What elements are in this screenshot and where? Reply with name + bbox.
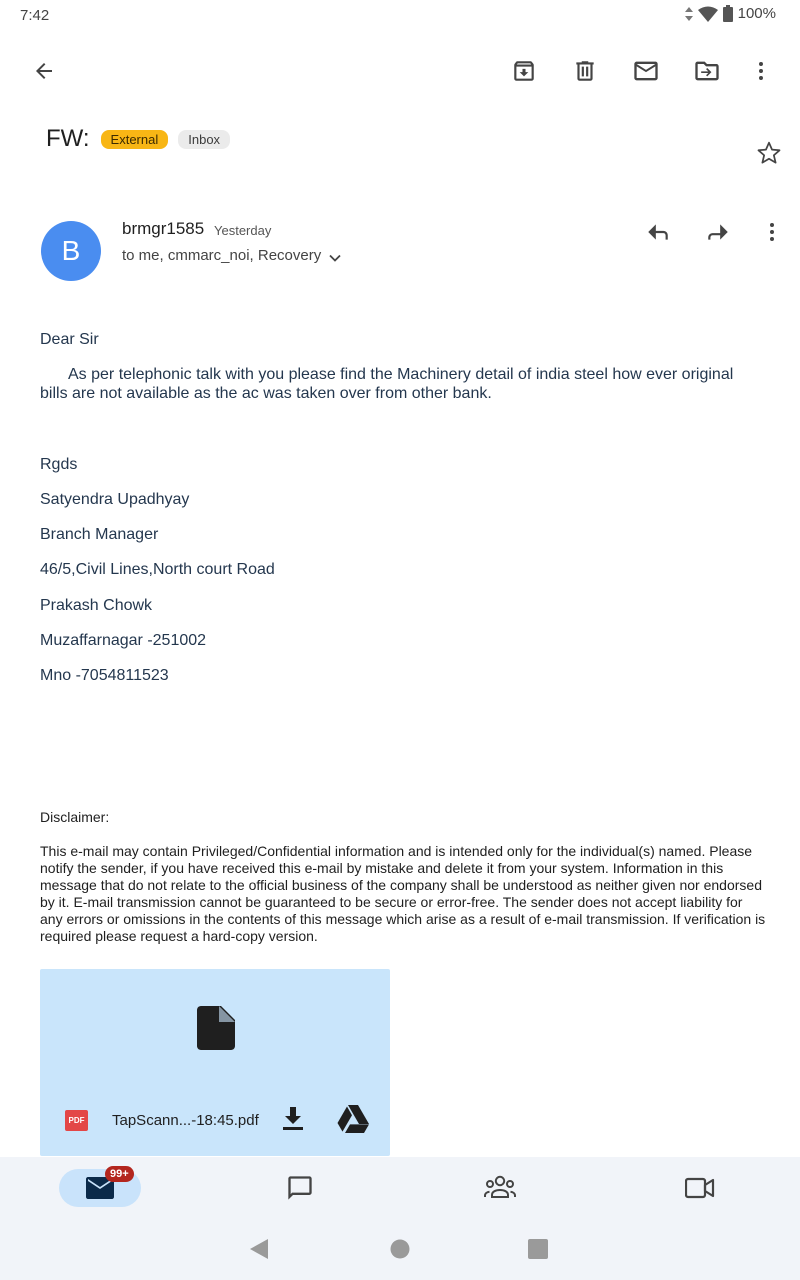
signature-line: 46/5,Civil Lines,North court Road <box>40 561 275 578</box>
file-icon <box>197 1006 235 1050</box>
signature-line: Prakash Chowk <box>40 597 153 614</box>
nav-spaces[interactable] <box>459 1169 541 1207</box>
sender-name: brmgr1585 <box>122 219 205 238</box>
signature-line: Branch Manager <box>40 526 159 543</box>
meet-icon <box>685 1176 715 1200</box>
star-icon <box>756 140 782 166</box>
mark-unread-icon <box>632 57 660 85</box>
wifi-icon <box>698 6 718 22</box>
drive-icon <box>337 1105 369 1133</box>
disclaimer-text: This e-mail may contain Privileged/Confidential information and is intended only for the individual(s) named. Please notify the sender, if you have received this e-mail by mistake and delete it from your system. Information in this message that do not relate to the official business of the company shall be understood as neither given nor endorsed by it. E-mail transmission cannot be guaranteed to be secure or error-free. The sender does not accept liability for any errors or omissions in the contents of this message which arise as a result of e-mail transmission. If verification is required please request a hard-copy version. <box>40 843 766 944</box>
move-to-icon <box>693 57 721 85</box>
system-recents-button[interactable] <box>523 1237 553 1261</box>
download-icon <box>282 1107 304 1131</box>
attachment-card[interactable] <box>40 969 390 1156</box>
reply-button[interactable] <box>636 210 680 254</box>
more-vert-icon <box>760 220 784 244</box>
chat-icon <box>286 1174 314 1202</box>
more-vert-icon <box>749 59 773 83</box>
avatar[interactable]: B <box>41 221 101 281</box>
archive-icon <box>511 58 537 84</box>
label-external: External <box>101 130 169 149</box>
mark-unread-button[interactable] <box>621 46 671 96</box>
subject-row <box>46 122 230 156</box>
message-more-button[interactable] <box>750 210 794 254</box>
star-button[interactable] <box>746 130 792 176</box>
back-triangle-icon <box>249 1238 269 1260</box>
download-button[interactable] <box>278 1104 308 1134</box>
sent-time: Yesterday <box>214 223 272 238</box>
disclaimer-title: Disclaimer: <box>40 809 110 825</box>
forward-icon <box>705 219 731 245</box>
phone-number[interactable]: Mno -7054811523 <box>40 667 169 684</box>
battery-icon <box>723 5 733 22</box>
chevron-down-icon <box>329 254 341 262</box>
signature-line: Muzaffarnagar -251002 <box>40 632 207 649</box>
nav-mail[interactable] <box>59 1169 141 1207</box>
subject-title: FW: <box>46 125 90 152</box>
signature-line: Satyendra Upadhyay <box>40 491 190 508</box>
unread-badge: 99+ <box>105 1166 134 1182</box>
nav-chat[interactable] <box>259 1169 341 1207</box>
recents-square-icon <box>528 1239 548 1259</box>
status-time: 7:42 <box>20 7 50 24</box>
data-arrows-icon <box>685 7 693 21</box>
bottom-navigation <box>0 1157 800 1280</box>
back-button[interactable] <box>19 46 69 96</box>
recipients-toggle[interactable] <box>122 247 341 264</box>
delete-button[interactable] <box>560 46 610 96</box>
move-to-button[interactable] <box>682 46 732 96</box>
status-bar <box>0 0 800 32</box>
back-arrow-icon <box>32 59 56 83</box>
system-home-button[interactable] <box>385 1237 415 1261</box>
spaces-icon <box>484 1175 516 1201</box>
save-to-drive-button[interactable] <box>336 1104 370 1134</box>
nav-meet[interactable] <box>659 1169 741 1207</box>
home-circle-icon <box>390 1239 410 1259</box>
label-inbox[interactable]: Inbox <box>178 130 230 149</box>
recipients-text: to me, cmmarc_noi, Recovery <box>122 247 322 264</box>
attachment-filename: TapScann...-18:45.pdf <box>112 1112 259 1129</box>
archive-button[interactable] <box>499 46 549 96</box>
system-back-button[interactable] <box>244 1237 274 1261</box>
forward-button[interactable] <box>696 210 740 254</box>
toolbar <box>0 46 800 96</box>
body-paragraph: As per telephonic talk with you please find the Machinery detail of india steel how ever original bills are not available as the ac was taken over from other bank. <box>40 366 734 402</box>
reply-icon <box>645 219 671 245</box>
pdf-icon: PDF <box>65 1110 88 1131</box>
more-options-button[interactable] <box>736 46 786 96</box>
delete-icon <box>572 58 598 84</box>
battery-level: 100% <box>737 5 776 22</box>
greeting: Dear Sir <box>40 331 99 348</box>
status-icons <box>685 5 776 22</box>
signature-line: Rgds <box>40 456 78 473</box>
